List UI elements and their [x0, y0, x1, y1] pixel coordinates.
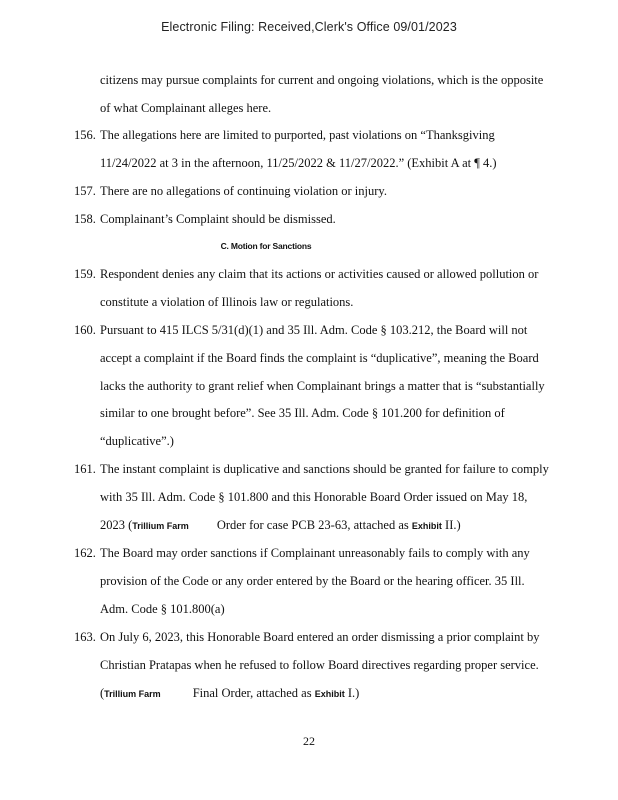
- paragraph-number: 159.: [74, 267, 96, 281]
- text-run: (: [100, 686, 105, 700]
- text-line: [100, 686, 359, 701]
- text-line: of what Complainant alleges here.: [100, 101, 272, 115]
- paragraph-number: 162.: [74, 546, 96, 560]
- text-run: Final Order, attached as: [192, 686, 315, 700]
- paragraph-number: 157.: [74, 184, 96, 198]
- text-line: [100, 518, 461, 533]
- text-line: 11/24/2022 at 3 in the afternoon, 11/25/2022 & 11/27/2022.” (Exhibit A at ¶ 4.): [100, 156, 497, 170]
- paragraph-number: 163.: [74, 630, 96, 644]
- text-line: Respondent denies any claim that its actions or activities caused or allowed pollution or: [100, 267, 539, 281]
- text-run: II.): [445, 518, 461, 532]
- filing-header: Electronic Filing: Received,Clerk's Office 09/01/2023: [161, 20, 457, 34]
- case-name: Trillium Farm: [104, 689, 161, 699]
- text-line: constitute a violation of Illinois law or regulations.: [100, 295, 354, 309]
- page-number: 22: [303, 734, 315, 748]
- exhibit-label: Exhibit: [314, 689, 345, 699]
- text-line: with 35 Ill. Adm. Code § 101.800 and this Honorable Board Order issued on May 18,: [100, 490, 528, 504]
- text-line: Pursuant to 415 ILCS 5/31(d)(1) and 35 Ill. Adm. Code § 103.212, the Board will not: [100, 323, 528, 337]
- section-heading: C. Motion for Sanctions: [220, 241, 312, 251]
- text-line: provision of the Code or any order entered by the Board or the hearing officer. 35 Ill.: [100, 574, 525, 588]
- text-line: lacks the authority to grant relief when Complainant brings a matter that is “substantially: [100, 379, 545, 393]
- paragraph-number: 158.: [74, 212, 96, 226]
- text-line: citizens may pursue complaints for current and ongoing violations, which is the opposite: [100, 73, 544, 87]
- text-line: The Board may order sanctions if Complainant unreasonably fails to comply with any: [100, 546, 530, 560]
- text-line: On July 6, 2023, this Honorable Board entered an order dismissing a prior complaint by: [100, 630, 540, 644]
- text-line: The allegations here are limited to purported, past violations on “Thanksgiving: [100, 128, 495, 142]
- text-line: There are no allegations of continuing violation or injury.: [100, 184, 387, 198]
- text-line: “duplicative”.): [100, 434, 174, 448]
- text-run: 2023 (: [100, 518, 133, 532]
- paragraph-number: 161.: [74, 462, 96, 476]
- text-run: Order for case PCB 23-63, attached as: [216, 518, 412, 532]
- text-line: accept a complaint if the Board finds the complaint is “duplicative”, meaning the Board: [100, 351, 539, 365]
- exhibit-label: Exhibit: [411, 521, 442, 531]
- text-line: Christian Pratapas when he refused to follow Board directives regarding proper service.: [100, 658, 539, 672]
- text-line: The instant complaint is duplicative and sanctions should be granted for failure to comply: [100, 462, 549, 476]
- paragraph-number: 160.: [74, 323, 96, 337]
- text-line: similar to one brought before”. See 35 Ill. Adm. Code § 101.200 for definition of: [100, 406, 505, 420]
- paragraph-number: 156.: [74, 128, 96, 142]
- text-line: Adm. Code § 101.800(a): [100, 602, 225, 616]
- text-run: I.): [347, 686, 360, 700]
- text-line: Complainant’s Complaint should be dismissed.: [100, 212, 336, 226]
- case-name: Trillium Farm: [132, 521, 189, 531]
